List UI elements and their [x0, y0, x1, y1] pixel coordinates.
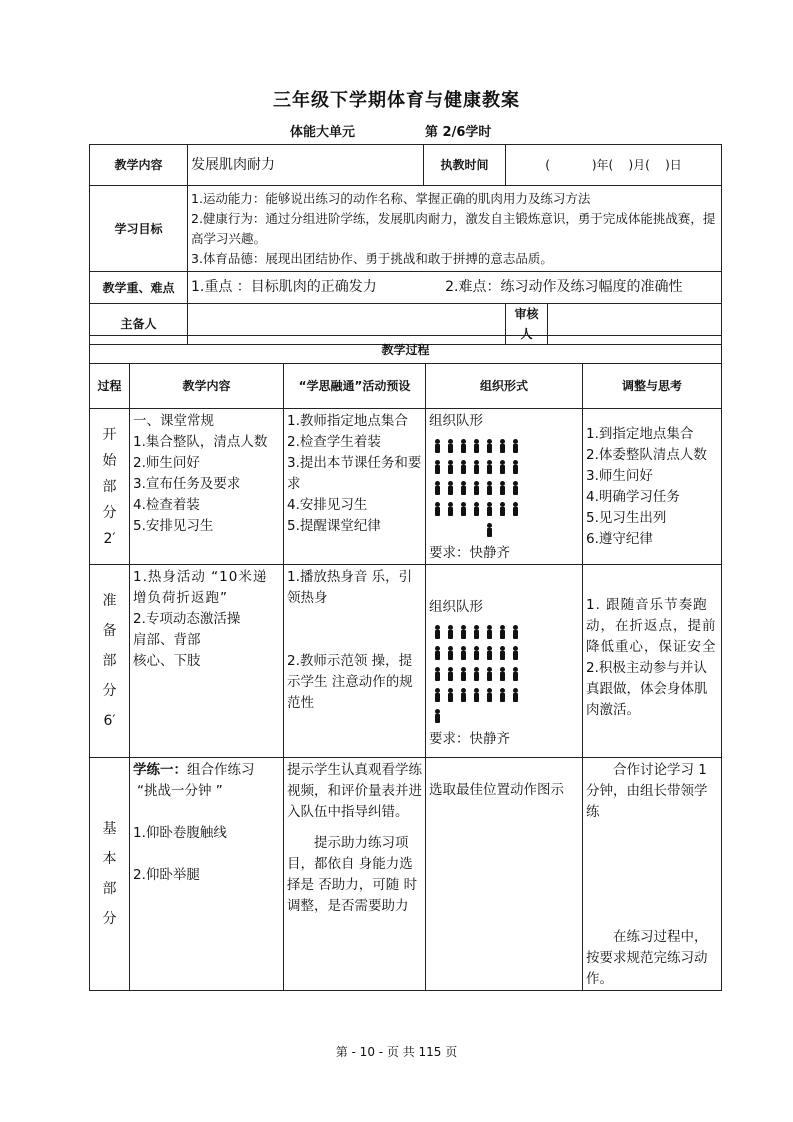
activity-cell: 提示学生认真观看学练视频，和评价量表并进入队伍中指导纠错。 提示助力练习项目，都依自 身能力选择是 否助力，可随 时调整，是否需要助力: [284, 758, 426, 991]
student-figure-icon: [431, 438, 444, 454]
student-figure-icon: [509, 666, 522, 682]
reflection-cell: 1. 跟随音乐节奏跑动，在折返点，提前降低重心，保证安全 2.积极主动参与并认真跟做，体会身体肌肉激活。: [583, 565, 722, 758]
student-figure-icon: [509, 459, 522, 475]
formation-requirement: 要求：快静齐: [429, 545, 510, 561]
activity-cell: 1.教师指定地点集合 2.检查学生着装 3.提出本节课任务和要求 4.安排见习生 5.提醒课堂纪律: [284, 409, 426, 565]
student-figure-icon: [470, 666, 483, 682]
goals-label: 学习目标: [90, 186, 188, 272]
student-figure-icon: [470, 459, 483, 475]
student-figure-icon: [457, 666, 470, 682]
stage-cell: 开 始 部 分 2′: [90, 409, 130, 565]
col-organization: 组织形式: [426, 364, 583, 409]
formation-row: [431, 438, 579, 459]
student-figure-icon: [444, 438, 457, 454]
lesson-hour: 第 2/6学时: [425, 125, 492, 140]
col-content: 教学内容: [130, 364, 284, 409]
student-figure-icon: [444, 459, 457, 475]
stage-cell: 基 本 部 分: [90, 758, 130, 991]
student-figure-icon: [457, 501, 470, 517]
process-title: 教学过程: [90, 336, 722, 364]
student-figure-icon: [470, 687, 483, 703]
student-figure-icon: [444, 624, 457, 640]
student-figure-icon: [470, 438, 483, 454]
table-row: [90, 409, 722, 565]
student-figure-icon: [483, 480, 496, 496]
content-cell: 一、课堂常规 1.集合整队，清点人数 2.师生问好 3.宣布任务及要求 4.检查着装 5.安排见习生: [130, 409, 284, 565]
student-figure-icon: [444, 666, 457, 682]
formation-row: [431, 501, 579, 522]
student-figure-icon: [431, 666, 444, 682]
unit-name: 体能大单元: [290, 125, 356, 140]
student-figure-icon: [496, 501, 509, 517]
student-figure-icon: [483, 459, 496, 475]
reviewer-label: 审核人: [506, 304, 548, 345]
goal-item: 1.运动能力：能够说出练习的动作名称、掌握正确的肌肉用力及练习方法: [191, 190, 591, 206]
student-figure-icon: [483, 624, 496, 640]
practice-title: 学练一：: [133, 762, 187, 778]
table-row: [90, 565, 722, 758]
formation-title: 组织队形: [429, 599, 483, 615]
formation-diagram: [431, 624, 579, 729]
goals-list: [188, 186, 722, 272]
keys-label: 教学重、难点: [90, 272, 188, 304]
student-figure-icon: [444, 645, 457, 661]
goal-item: 2.健康行为：通过分组进阶学练，发展肌肉耐力，激发自主锻炼意识，勇于完成体能挑战赛，提高学习兴趣。: [191, 210, 716, 246]
preparer-label: 主备人: [90, 304, 188, 345]
student-figure-icon: [483, 438, 496, 454]
student-figure-icon: [457, 480, 470, 496]
formation-row: [431, 459, 579, 480]
formation-requirement: 要求：快静齐: [429, 731, 510, 747]
formation-row: [431, 708, 579, 729]
reflection-cell: 1.到指定地点集合 2.体委整队清点人数 3.师生问好 4.明确学习任务 5.见习生出列 6.遵守纪律: [583, 409, 722, 565]
student-figure-icon: [431, 708, 444, 724]
student-figure-icon: [496, 687, 509, 703]
goal-item: 3.体育品德：展现出团结协作、勇于挑战和敢于拼搏的意志品质。: [191, 250, 553, 266]
table-row: [90, 758, 722, 991]
page-title: 三年级下学期体育与健康教案: [273, 90, 520, 111]
key-point: 1.重点 ：目标肌肉的正确发力: [191, 279, 377, 295]
col-reflection: 调整与思考: [583, 364, 722, 409]
stage-cell: 准 备 部 分 6′: [90, 565, 130, 758]
student-figure-icon: [509, 480, 522, 496]
student-figure-icon: [457, 624, 470, 640]
student-figure-icon: [444, 501, 457, 517]
student-figure-icon: [496, 624, 509, 640]
student-figure-icon: [457, 438, 470, 454]
student-figure-icon: [496, 645, 509, 661]
student-figure-icon: [496, 438, 509, 454]
student-figure-icon: [457, 687, 470, 703]
formation-title: 组织队形: [429, 413, 483, 429]
formation-row: [431, 687, 579, 708]
student-figure-icon: [470, 645, 483, 661]
student-figure-icon: [483, 687, 496, 703]
student-figure-icon: [431, 645, 444, 661]
student-figure-icon: [470, 480, 483, 496]
student-figure-icon: [444, 480, 457, 496]
student-figure-icon: [483, 501, 496, 517]
formation-row: [431, 522, 579, 543]
content-cell: 学练一：组合作练习 “挑战一分钟 ” 1.仰卧卷腹触线 2.仰卧举腿: [130, 758, 284, 991]
student-figure-icon: [470, 501, 483, 517]
organization-cell: [426, 409, 583, 565]
reflection-cell: 合作讨论学习 1分钟，由组长带领学练 在练习过程中，按要求规范完练习动作。: [583, 758, 722, 991]
keys-value: [188, 272, 722, 304]
date-label: 执教时间: [424, 145, 506, 186]
formation-row: [431, 645, 579, 666]
formation-diagram: [431, 438, 579, 543]
student-figure-icon: [483, 666, 496, 682]
student-figure-icon: [509, 687, 522, 703]
difficulty: 2.难点：练习动作及练习幅度的准确性: [445, 279, 683, 295]
student-figure-icon: [431, 480, 444, 496]
organization-cell: [426, 565, 583, 758]
student-figure-icon: [431, 624, 444, 640]
student-figure-icon: [496, 666, 509, 682]
student-figure-icon: [483, 522, 496, 538]
process-table: [89, 335, 722, 991]
student-figure-icon: [431, 687, 444, 703]
student-figure-icon: [431, 501, 444, 517]
student-figure-icon: [457, 645, 470, 661]
formation-row: [431, 624, 579, 645]
formation-row: [431, 666, 579, 687]
student-figure-icon: [470, 624, 483, 640]
student-figure-icon: [483, 645, 496, 661]
student-figure-icon: [509, 438, 522, 454]
student-figure-icon: [509, 645, 522, 661]
col-stage: 过程: [90, 364, 130, 409]
student-figure-icon: [509, 624, 522, 640]
student-figure-icon: [496, 459, 509, 475]
page-footer: 第 - 10 - 页 共 115 页: [335, 1045, 458, 1059]
student-figure-icon: [431, 459, 444, 475]
content-value: 发展肌肉耐力: [188, 145, 424, 186]
col-activity: “学思融通”活动预设: [284, 364, 426, 409]
student-figure-icon: [509, 501, 522, 517]
date-value: ( )年( )月( )日: [506, 145, 722, 186]
student-figure-icon: [457, 459, 470, 475]
formation-text: 选取最佳位置动作图示: [429, 782, 564, 798]
student-figure-icon: [444, 687, 457, 703]
student-figure-icon: [496, 480, 509, 496]
content-label: 教学内容: [90, 145, 188, 186]
lesson-info-table: [89, 144, 722, 345]
content-cell: 1.热身活动 “10米递增负荷折返跑” 2.专项动态激活操 肩部、背部 核心、下肢: [130, 565, 284, 758]
organization-cell: [426, 758, 583, 991]
activity-cell: 1.播放热身音 乐，引领热身 2.教师示范领 操，提示学生 注意动作的规 范性: [284, 565, 426, 758]
formation-row: [431, 480, 579, 501]
